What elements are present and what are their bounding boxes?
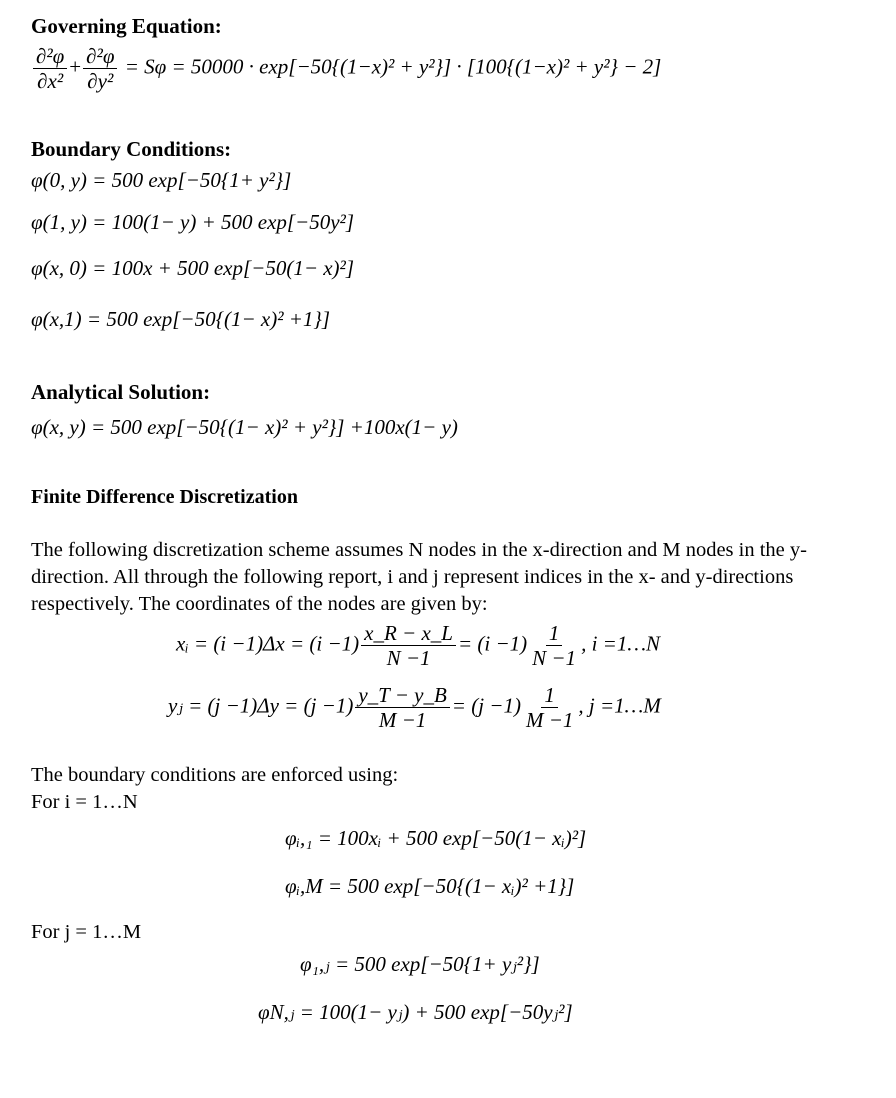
y-step-fraction	[523, 683, 576, 732]
governing-equation	[31, 44, 661, 93]
x-step-fraction	[529, 621, 579, 670]
fd-heading: Finite Difference Discretization	[31, 486, 298, 508]
d2phi-dy2-fraction	[83, 44, 117, 93]
analytical-solution-heading: Analytical Solution:	[31, 380, 211, 404]
y-coord-range: , j =1…M	[578, 693, 661, 718]
y-coordinate-equation	[168, 683, 661, 732]
boundary-conditions-heading: Boundary Conditions:	[31, 137, 232, 161]
bc-enforce-1j: φ₁,ⱼ = 500 exp[−50{1+ yⱼ²}]	[300, 952, 540, 976]
for-i-label: For i = 1…N	[31, 791, 138, 813]
x-coord-mid: = (i −1)	[457, 631, 528, 656]
governing-equation-heading: Governing Equation:	[31, 14, 222, 38]
fd-paragraph: The following discretization scheme assumes N nodes in the x-direction and M nodes in the y-direction. All through the following report, i and j represent indices in the x- and y-directions respectively. The coordinates of the nodes are given by:	[31, 539, 807, 615]
fraction-numerator: ∂²φ	[33, 44, 67, 69]
x-coord-range: , i =1…N	[581, 631, 660, 656]
bc-enforce-iM: φᵢ,M = 500 exp[−50{(1− xᵢ)² +1}]	[285, 874, 575, 898]
governing-rhs: = Sφ = 50000 · exp[−50{(1−x)² + y²}] · [100{(1−x)² + y²} − 2]	[124, 54, 662, 79]
for-j-label: For j = 1…M	[31, 921, 142, 943]
x-range-fraction	[361, 621, 456, 670]
fraction-numerator: y_T − y_B	[355, 683, 449, 708]
x-coordinate-equation	[176, 621, 660, 670]
fraction-denominator: M −1	[378, 708, 427, 732]
x-coord-lhs: xᵢ = (i −1)Δx = (i −1)	[176, 631, 360, 656]
fraction-denominator: N −1	[386, 646, 431, 670]
fraction-denominator: M −1	[525, 708, 574, 732]
fraction-numerator: 1	[541, 683, 558, 708]
y-coord-lhs: yⱼ = (j −1)Δy = (j −1)	[168, 693, 354, 718]
bc-enforce-Nj: φN,ⱼ = 100(1− yⱼ) + 500 exp[−50yⱼ²]	[258, 1000, 573, 1024]
bc-y0: φ(x, 0) = 100x + 500 exp[−50(1− x)²]	[31, 256, 355, 280]
bc-enforce-i1: φᵢ,₁ = 100xᵢ + 500 exp[−50(1− xᵢ)²]	[285, 826, 587, 850]
plus-sign: +	[69, 54, 82, 79]
fraction-denominator: ∂y²	[87, 69, 114, 93]
bc-x1: φ(1, y) = 100(1− y) + 500 exp[−50y²]	[31, 210, 355, 234]
fraction-denominator: ∂x²	[37, 69, 64, 93]
fraction-denominator: N −1	[532, 646, 577, 670]
fraction-numerator: 1	[546, 621, 563, 646]
fraction-numerator: x_R − x_L	[361, 621, 456, 646]
bc-y1: φ(x,1) = 500 exp[−50{(1− x)² +1}]	[31, 307, 330, 331]
d2phi-dx2-fraction	[33, 44, 67, 93]
analytical-solution: φ(x, y) = 500 exp[−50{(1− x)² + y²}] +100x(1− y)	[31, 415, 458, 439]
fraction-numerator: ∂²φ	[83, 44, 117, 69]
y-coord-mid: = (j −1)	[451, 693, 521, 718]
y-range-fraction	[355, 683, 449, 732]
enforced-intro: The boundary conditions are enforced using:	[31, 764, 399, 786]
bc-x0: φ(0, y) = 500 exp[−50{1+ y²}]	[31, 168, 292, 192]
